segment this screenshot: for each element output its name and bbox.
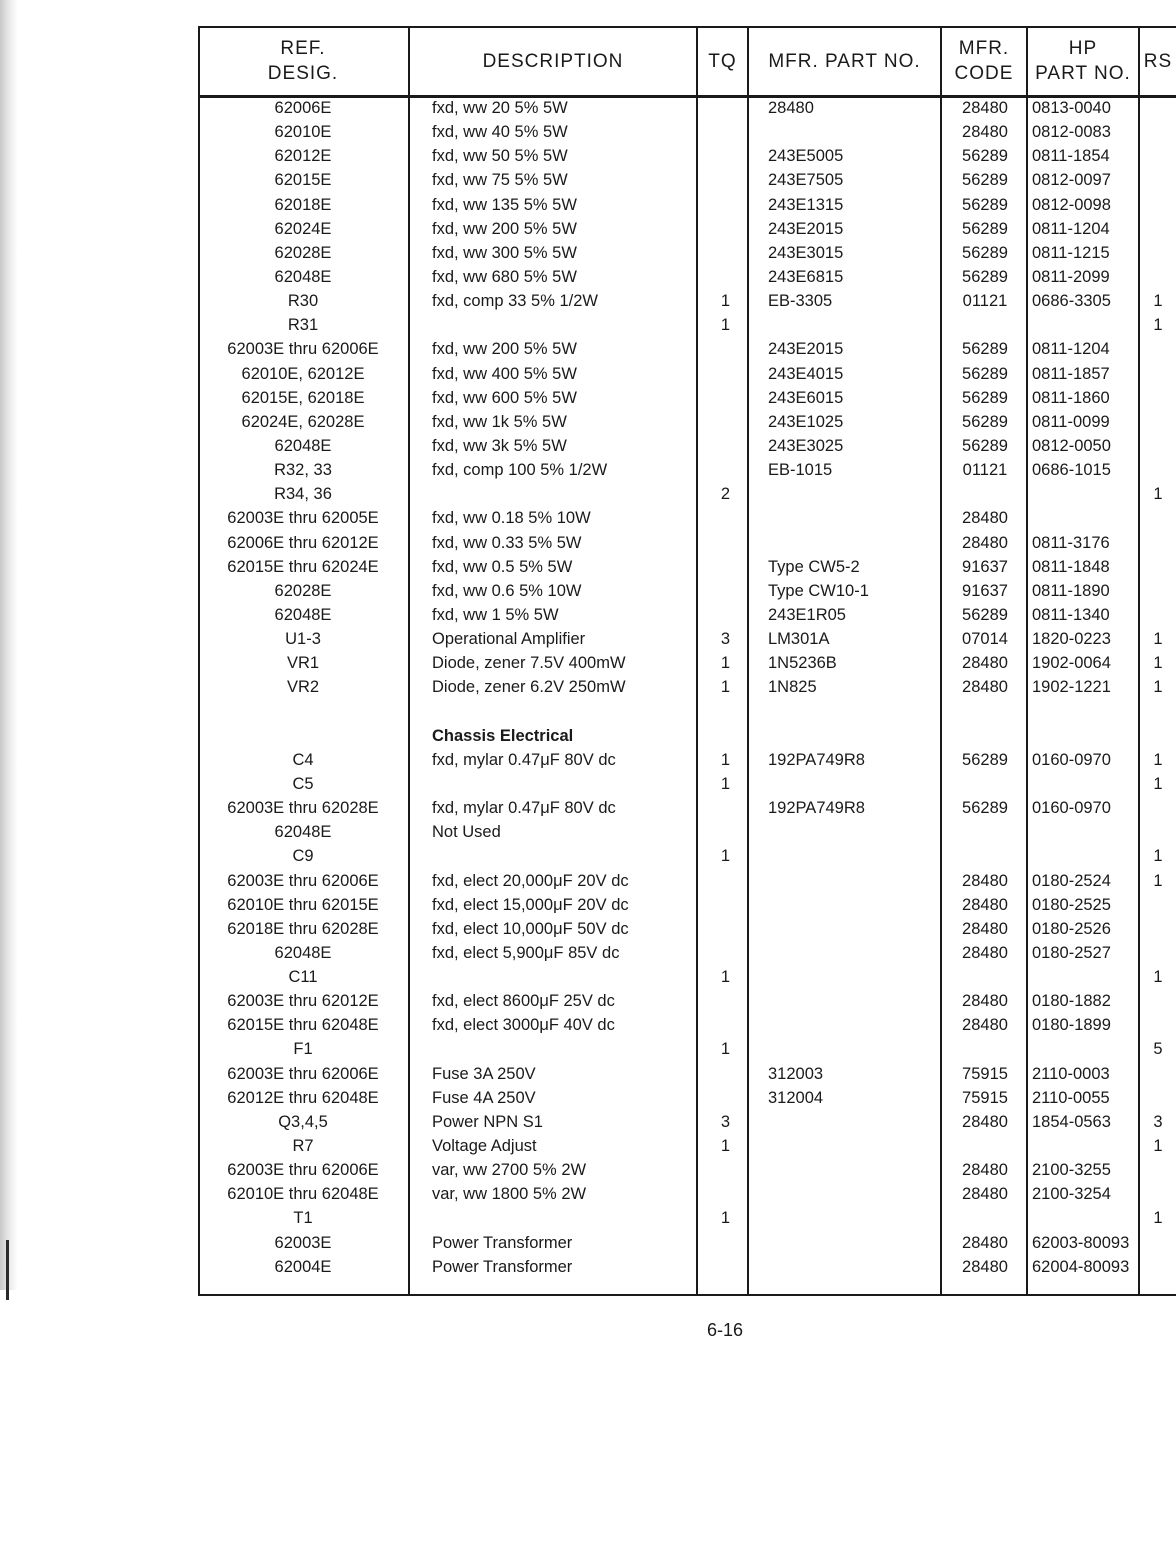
table-row: [198, 893, 1176, 917]
ref-desig-cell: F1: [293, 1040, 313, 1059]
ref-desig-cell: R7: [292, 1137, 314, 1156]
table-row: [198, 289, 1176, 313]
description-cell: fxd, ww 1 5% 5W: [432, 605, 559, 624]
rs-cell: 1: [1153, 654, 1163, 673]
mfr-part-cell: LM301A: [768, 630, 830, 649]
mfr-code-cell: 28480: [962, 1112, 1008, 1131]
mfr-code-cell: 75915: [962, 1088, 1008, 1107]
description-cell: fxd, ww 200 5% 5W: [432, 219, 577, 238]
table-row: [198, 265, 1176, 289]
mfr-code-cell: 28480: [962, 919, 1008, 938]
mfr-code-cell: 28480: [962, 1161, 1008, 1180]
ref-desig-cell: R32, 33: [274, 461, 332, 480]
header-hp-part: [1028, 26, 1138, 96]
table-row: [198, 313, 1176, 337]
hp-part-cell: 0811-1890: [1032, 581, 1110, 600]
rs-cell: 1: [1153, 292, 1163, 311]
scan-edge-shadow: [0, 0, 18, 1290]
hp-part-cell: 0811-1215: [1032, 243, 1110, 262]
description-cell: fxd, comp 33 5% 1/2W: [432, 292, 598, 311]
hp-part-cell: 2100-3254: [1032, 1185, 1111, 1204]
mfr-code-cell: 28480: [962, 654, 1008, 673]
mfr-code-cell: 28480: [962, 943, 1008, 962]
ref-desig-cell: 62048E: [274, 605, 332, 624]
ref-desig-cell: 62024E, 62028E: [241, 412, 365, 431]
description-cell: fxd, elect 10,000μF 50V dc: [432, 919, 629, 938]
ref-desig-cell: 62004E: [274, 1257, 332, 1276]
hp-part-cell: 0811-2099: [1032, 267, 1110, 286]
ref-desig-cell: 62003E thru 62006E: [227, 1064, 379, 1083]
table-row: [198, 434, 1176, 458]
mfr-part-cell: 28480: [768, 99, 814, 117]
header-hp-line1: HP: [1068, 38, 1098, 59]
hp-part-cell: 0686-1015: [1032, 461, 1111, 480]
table-row: [198, 168, 1176, 192]
table-header: [198, 26, 1176, 98]
description-cell: Diode, zener 6.2V 250mW: [432, 678, 626, 697]
ref-desig-cell: 62003E thru 62012E: [227, 992, 379, 1011]
ref-desig-cell: C11: [288, 968, 318, 987]
tq-cell: 2: [720, 485, 731, 504]
mfr-code-cell: 56289: [962, 364, 1008, 383]
table-row: [198, 869, 1176, 893]
description-cell: Fuse 3A 250V: [432, 1064, 536, 1083]
hp-part-cell: 0813-0040: [1032, 99, 1111, 117]
table-row: [198, 796, 1176, 820]
tq-cell: 1: [720, 1209, 731, 1228]
description-cell: fxd, elect 8600μF 25V dc: [432, 992, 615, 1011]
mfr-part-cell: EB-1015: [768, 461, 833, 480]
mfr-code-cell: 91637: [962, 557, 1008, 576]
mfr-part-cell: 243E3015: [768, 243, 844, 262]
mfr-part-cell: 243E1025: [768, 412, 844, 431]
table-body: [198, 96, 1176, 1279]
ref-desig-cell: C9: [292, 847, 314, 866]
mfr-code-cell: 01121: [962, 461, 1008, 480]
mfr-code-cell: 75915: [962, 1064, 1008, 1083]
ref-desig-cell: C5: [292, 774, 314, 793]
tq-cell: 1: [720, 1137, 731, 1156]
page-number: 6-16: [706, 1320, 744, 1340]
ref-desig-cell: 62028E: [274, 243, 332, 262]
table-row: [198, 627, 1176, 651]
ref-desig-cell: 62010E, 62012E: [241, 364, 365, 383]
hp-part-cell: 0180-2526: [1032, 919, 1111, 938]
description-cell: Fuse 4A 250V: [432, 1088, 536, 1107]
ref-desig-cell: 62003E thru 62005E: [227, 509, 379, 528]
hp-part-cell: 62004-80093: [1032, 1257, 1130, 1276]
description-cell: Power NPN S1: [432, 1112, 543, 1131]
mfr-part-cell: 243E6015: [768, 388, 844, 407]
table-row: [198, 362, 1176, 386]
ref-desig-cell: T1: [293, 1209, 313, 1228]
mfr-part-cell: 1N5236B: [768, 654, 837, 673]
tq-cell: 1: [720, 1040, 731, 1059]
ref-desig-cell: 62003E thru 62006E: [227, 340, 379, 359]
mfr-part-cell: 243E2015: [768, 219, 844, 238]
hp-part-cell: 0811-1860: [1032, 388, 1110, 407]
mfr-part-cell: 243E3025: [768, 436, 844, 455]
table-row: [198, 1255, 1176, 1279]
mfr-part-cell: 243E4015: [768, 364, 844, 383]
hp-part-cell: 0811-1848: [1032, 557, 1110, 576]
ref-desig-cell: 62015E thru 62048E: [227, 1016, 379, 1035]
hp-part-cell: 2110-0003: [1032, 1064, 1110, 1083]
description-cell: fxd, ww 300 5% 5W: [432, 243, 577, 262]
ref-desig-cell: 62006E: [274, 99, 332, 117]
header-hp-line2: PART NO.: [1035, 63, 1131, 84]
table-row: [198, 965, 1176, 989]
tq-cell: 1: [720, 774, 731, 793]
mfr-part-cell: 243E1315: [768, 195, 844, 214]
rs-cell: 1: [1153, 316, 1163, 335]
table-row: [198, 989, 1176, 1013]
mfr-code-cell: 56289: [962, 750, 1008, 769]
mfr-part-cell: 243E2015: [768, 340, 844, 359]
hp-part-cell: 0811-1857: [1032, 364, 1110, 383]
description-cell: fxd, elect 3000μF 40V dc: [432, 1016, 615, 1035]
mfr-code-cell: 56289: [962, 340, 1008, 359]
rs-cell: 1: [1153, 774, 1163, 793]
rs-cell: 5: [1153, 1040, 1163, 1059]
description-cell: fxd, ww 680 5% 5W: [432, 267, 577, 286]
ref-desig-cell: 62010E thru 62048E: [227, 1185, 379, 1204]
rs-cell: 1: [1153, 630, 1163, 649]
rs-cell: 1: [1153, 968, 1163, 987]
tq-cell: 1: [720, 316, 731, 335]
hp-part-cell: 0686-3305: [1032, 292, 1111, 311]
ref-desig-cell: 62024E: [274, 219, 332, 238]
mfr-code-cell: 28480: [962, 992, 1008, 1011]
ref-desig-cell: 62048E: [274, 436, 332, 455]
ref-desig-cell: 62003E: [274, 1233, 332, 1252]
table-row: [198, 579, 1176, 603]
header-description: [410, 26, 696, 96]
mfr-part-cell: Type CW10-1: [768, 581, 869, 600]
table-row: [198, 241, 1176, 265]
table-row: [198, 1231, 1176, 1255]
header-ref-desig: [198, 26, 408, 96]
ref-desig-cell: R31: [287, 316, 319, 335]
hp-part-cell: 0812-0050: [1032, 436, 1111, 455]
hp-part-cell: 0811-1204: [1032, 340, 1110, 359]
mfr-code-cell: 28480: [962, 678, 1008, 697]
mfr-part-cell: 312004: [768, 1088, 824, 1107]
hp-part-cell: 1902-1221: [1032, 678, 1111, 697]
rs-cell: 1: [1153, 750, 1163, 769]
hp-part-cell: 0160-0970: [1032, 799, 1111, 818]
mfr-part-cell: Type CW5-2: [768, 557, 860, 576]
rs-cell: 1: [1153, 847, 1163, 866]
ref-desig-cell: C4: [292, 750, 314, 769]
description-cell: fxd, elect 15,000μF 20V dc: [432, 895, 629, 914]
hp-part-cell: 0180-2524: [1032, 871, 1111, 890]
ref-desig-cell: 62015E thru 62024E: [227, 557, 379, 576]
table-row: [198, 844, 1176, 868]
header-mfr-code: [942, 26, 1026, 96]
mfr-code-cell: 28480: [962, 1257, 1008, 1276]
ref-desig-cell: 62010E: [274, 123, 332, 142]
description-cell: fxd, ww 600 5% 5W: [432, 388, 577, 407]
table-row: [198, 820, 1176, 844]
ref-desig-cell: 62012E thru 62048E: [227, 1088, 379, 1107]
mfr-code-cell: 91637: [962, 581, 1008, 600]
header-mfr-code-line1: MFR.: [958, 38, 1010, 59]
tq-cell: 1: [720, 847, 731, 866]
hp-part-cell: 0811-0099: [1032, 412, 1110, 431]
mfr-code-cell: 56289: [962, 436, 1008, 455]
description-cell: fxd, ww 3k 5% 5W: [432, 436, 567, 455]
hp-part-cell: 0811-1204: [1032, 219, 1110, 238]
ref-desig-cell: Q3,4,5: [278, 1112, 328, 1131]
mfr-part-cell: 243E5005: [768, 147, 844, 166]
hp-part-cell: 0812-0083: [1032, 123, 1111, 142]
ref-desig-cell: VR2: [286, 678, 320, 697]
header-mfr-part: [749, 26, 940, 96]
hp-part-cell: 0180-1899: [1032, 1016, 1111, 1035]
table-row: [198, 748, 1176, 772]
mfr-code-cell: 56289: [962, 243, 1008, 262]
description-cell: Not Used: [432, 823, 501, 842]
ref-desig-cell: R30: [287, 292, 319, 311]
table-row: [198, 96, 1176, 120]
table-row: [198, 144, 1176, 168]
mfr-code-cell: 56289: [962, 147, 1008, 166]
mfr-code-cell: 56289: [962, 388, 1008, 407]
table-row: [198, 506, 1176, 530]
description-cell: Voltage Adjust: [432, 1137, 537, 1156]
description-cell: var, ww 1800 5% 2W: [432, 1185, 587, 1204]
rs-cell: 1: [1153, 1209, 1163, 1228]
rs-cell: 3: [1153, 1112, 1163, 1131]
mfr-code-cell: 28480: [962, 509, 1008, 528]
table-row: [198, 917, 1176, 941]
description-cell: fxd, ww 1k 5% 5W: [432, 412, 567, 431]
mfr-code-cell: 56289: [962, 605, 1008, 624]
description-cell: fxd, ww 135 5% 5W: [432, 195, 577, 214]
mfr-code-cell: 28480: [962, 1233, 1008, 1252]
parts-list-sheet: [198, 26, 1176, 1298]
header-ref-line1: REF.: [280, 38, 326, 59]
header-mfr-code-line2: CODE: [954, 63, 1014, 84]
mfr-code-cell: 56289: [962, 267, 1008, 286]
table-row: [198, 410, 1176, 434]
table-row: [198, 1158, 1176, 1182]
hp-part-cell: 2100-3255: [1032, 1161, 1111, 1180]
mfr-code-cell: 56289: [962, 412, 1008, 431]
table-row: [198, 1182, 1176, 1206]
mfr-code-cell: 28480: [962, 99, 1008, 117]
mfr-code-cell: 56289: [962, 799, 1008, 818]
mfr-part-cell: 192PA749R8: [768, 750, 865, 769]
description-cell: fxd, ww 0.5 5% 5W: [432, 557, 573, 576]
ref-desig-cell: 62003E thru 62006E: [227, 1161, 379, 1180]
ref-desig-cell: 62010E thru 62015E: [227, 895, 379, 914]
mfr-code-cell: 07014: [962, 630, 1008, 649]
hp-part-cell: 0180-1882: [1032, 992, 1111, 1011]
mfr-code-cell: 56289: [962, 171, 1008, 190]
mfr-code-cell: 01121: [962, 292, 1008, 311]
mfr-part-cell: 312003: [768, 1064, 824, 1083]
table-row: [198, 1110, 1176, 1134]
hp-part-cell: 0811-3176: [1032, 533, 1110, 552]
table-row: [198, 217, 1176, 241]
hp-part-cell: 0811-1854: [1032, 147, 1110, 166]
ref-desig-cell: 62048E: [274, 267, 332, 286]
ref-desig-cell: 62012E: [274, 147, 332, 166]
header-mfr-part-label: MFR. PART NO.: [768, 50, 921, 72]
table-row: [198, 531, 1176, 555]
rs-cell: 1: [1153, 678, 1163, 697]
description-cell: fxd, ww 40 5% 5W: [432, 123, 568, 142]
rs-cell: 1: [1153, 871, 1163, 890]
hp-part-cell: 0160-0970: [1032, 750, 1111, 769]
ref-desig-cell: R34, 36: [274, 485, 332, 504]
scan-edge-mark: [6, 1240, 9, 1300]
table-row: [198, 603, 1176, 627]
mfr-code-cell: 56289: [962, 219, 1008, 238]
description-cell: fxd, ww 200 5% 5W: [432, 340, 577, 359]
table-row: [198, 675, 1176, 699]
tq-cell: 3: [720, 1112, 731, 1131]
description-cell: fxd, mylar 0.47μF 80V dc: [432, 799, 616, 818]
description-cell: fxd, ww 0.18 5% 10W: [432, 509, 591, 528]
table-row: [198, 555, 1176, 579]
tq-cell: 1: [720, 750, 731, 769]
hp-part-cell: 0812-0098: [1032, 195, 1111, 214]
header-ref-line2: DESIG.: [267, 63, 339, 84]
table-row: [198, 941, 1176, 965]
header-description-label: DESCRIPTION: [482, 50, 624, 72]
mfr-code-cell: 56289: [962, 195, 1008, 214]
hp-part-cell: 2110-0055: [1032, 1088, 1110, 1107]
header-rs: [1140, 26, 1176, 96]
ref-desig-cell: 62018E: [274, 195, 332, 214]
hp-part-cell: 1820-0223: [1032, 630, 1111, 649]
description-cell: fxd, ww 400 5% 5W: [432, 364, 577, 383]
ref-desig-cell: 62028E: [274, 581, 332, 600]
description-cell: Power Transformer: [432, 1233, 573, 1252]
description-cell: Power Transformer: [432, 1257, 573, 1276]
mfr-code-cell: 28480: [962, 895, 1008, 914]
mfr-part-cell: 192PA749R8: [768, 799, 865, 818]
description-cell: fxd, ww 0.33 5% 5W: [432, 533, 582, 552]
mfr-code-cell: 28480: [962, 1016, 1008, 1035]
ref-desig-cell: 62015E, 62018E: [241, 388, 365, 407]
hp-part-cell: 0180-2527: [1032, 943, 1111, 962]
header-tq: [698, 26, 747, 96]
hp-part-cell: 0180-2525: [1032, 895, 1111, 914]
description-cell: fxd, ww 0.6 5% 10W: [432, 581, 582, 600]
table-row: [198, 386, 1176, 410]
table-row: [198, 1206, 1176, 1230]
description-cell: fxd, comp 100 5% 1/2W: [432, 461, 608, 480]
mfr-code-cell: 28480: [962, 871, 1008, 890]
mfr-code-cell: 28480: [962, 1185, 1008, 1204]
section-title: Chassis Electrical: [432, 726, 574, 745]
ref-desig-cell: 62048E: [274, 943, 332, 962]
description-cell: Diode, zener 7.5V 400mW: [432, 654, 626, 673]
description-cell: var, ww 2700 5% 2W: [432, 1161, 587, 1180]
table-row: [198, 120, 1176, 144]
tq-cell: 1: [720, 654, 731, 673]
table-row: [198, 482, 1176, 506]
mfr-part-cell: 243E1R05: [768, 605, 846, 624]
tq-cell: 1: [720, 678, 731, 697]
mfr-part-cell: 243E7505: [768, 171, 844, 190]
table-row: [198, 700, 1176, 724]
table-row: [198, 458, 1176, 482]
table-row: [198, 651, 1176, 675]
table-row: [198, 1086, 1176, 1110]
ref-desig-cell: 62018E thru 62028E: [227, 919, 379, 938]
hp-part-cell: 62003-80093: [1032, 1233, 1130, 1252]
hp-part-cell: 0811-1340: [1032, 605, 1110, 624]
table-row: [198, 1062, 1176, 1086]
table-row: [198, 724, 1176, 748]
table-row: [198, 1037, 1176, 1061]
description-cell: fxd, ww 20 5% 5W: [432, 99, 568, 117]
header-tq-label: TQ: [708, 50, 737, 72]
hp-part-cell: 1902-0064: [1032, 654, 1111, 673]
rs-cell: 1: [1153, 485, 1163, 504]
ref-desig-cell: U1-3: [285, 630, 321, 649]
hp-part-cell: 1854-0563: [1032, 1112, 1111, 1131]
description-cell: fxd, elect 20,000μF 20V dc: [432, 871, 629, 890]
ref-desig-cell: 62048E: [274, 823, 332, 842]
mfr-part-cell: EB-3305: [768, 292, 833, 311]
table-row: [198, 193, 1176, 217]
mfr-code-cell: 28480: [962, 123, 1008, 142]
table-row: [198, 1134, 1176, 1158]
description-cell: Operational Amplifier: [432, 630, 586, 649]
ref-desig-cell: 62015E: [274, 171, 332, 190]
description-cell: fxd, elect 5,900μF 85V dc: [432, 943, 620, 962]
hp-part-cell: 0812-0097: [1032, 171, 1111, 190]
rs-cell: 1: [1153, 1137, 1163, 1156]
mfr-part-cell: 1N825: [768, 678, 817, 697]
description-cell: fxd, ww 75 5% 5W: [432, 171, 568, 190]
header-rs-label: RS: [1143, 50, 1173, 72]
description-cell: fxd, mylar 0.47μF 80V dc: [432, 750, 616, 769]
table-row: [198, 1013, 1176, 1037]
ref-desig-cell: 62003E thru 62028E: [227, 799, 379, 818]
tq-cell: 1: [720, 292, 731, 311]
description-cell: fxd, ww 50 5% 5W: [432, 147, 568, 166]
tq-cell: 1: [720, 968, 731, 987]
mfr-code-cell: 28480: [962, 533, 1008, 552]
tq-cell: 3: [720, 630, 731, 649]
mfr-part-cell: 243E6815: [768, 267, 844, 286]
table-row: [198, 337, 1176, 361]
ref-desig-cell: VR1: [286, 654, 320, 673]
ref-desig-cell: 62006E thru 62012E: [227, 533, 379, 552]
ref-desig-cell: 62003E thru 62006E: [227, 871, 379, 890]
table-row: [198, 772, 1176, 796]
